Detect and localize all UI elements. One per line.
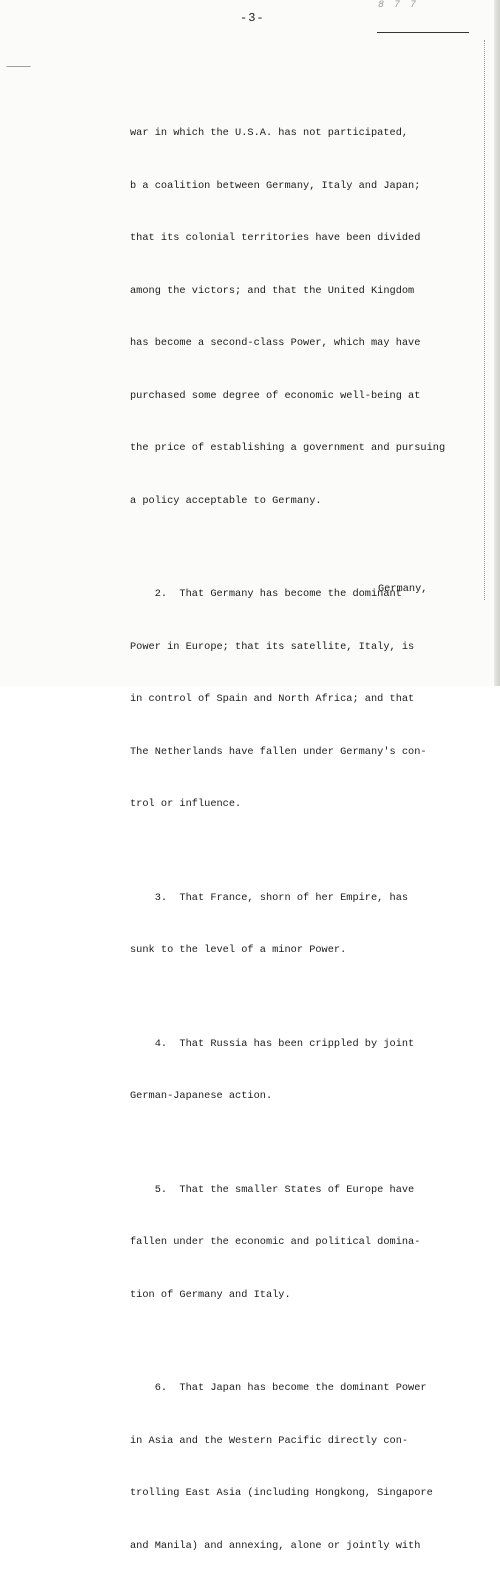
text-line: German-Japanese action. bbox=[130, 1090, 273, 1102]
margin-mark: ⸻ bbox=[6, 62, 31, 73]
text-line: 5. That the smaller States of Europe have bbox=[130, 1183, 415, 1196]
corner-archive-mark: 8 7 7 bbox=[378, 0, 419, 11]
text-line: war in which the U.S.A. has not participated, bbox=[130, 127, 409, 139]
right-edge-dotted-line bbox=[484, 40, 486, 600]
text-line: in Asia and the Western Pacific directly con- bbox=[130, 1434, 409, 1447]
text-line: that its colonial territories have been divided bbox=[130, 232, 421, 244]
text-line: b a coalition between Germany, Italy and Japan; bbox=[130, 179, 421, 192]
catchword: Germany, bbox=[378, 583, 428, 595]
text-line: purchased some degree of economic well-being at bbox=[130, 389, 421, 402]
page-number: -3- bbox=[240, 11, 265, 25]
text-line: sunk to the level of a minor Power. bbox=[130, 944, 347, 956]
text-line: trolling East Asia (including Hongkong, Singapore bbox=[130, 1487, 433, 1499]
header-rule bbox=[377, 32, 469, 33]
text-line: has become a second-class Power, which may have bbox=[130, 337, 421, 349]
text-line: 3. That France, shorn of her Empire, has bbox=[130, 891, 409, 904]
text-line: Power in Europe; that its satellite, Italy, is bbox=[130, 640, 415, 653]
text-line: The Netherlands have fallen under Germany's con- bbox=[130, 745, 427, 758]
text-line: and Manila) and annexing, alone or jointly with bbox=[130, 1539, 421, 1552]
text-line: 2. That Germany has become the dominant bbox=[130, 588, 402, 600]
body-text bbox=[130, 90, 455, 1590]
text-line: in control of Spain and North Africa; and that bbox=[130, 693, 415, 705]
text-line: trol or influence. bbox=[130, 798, 242, 810]
text-line: fallen under the economic and political domina- bbox=[130, 1236, 421, 1248]
text-line: 4. That Russia has been crippled by joint bbox=[130, 1037, 415, 1050]
text-line: 6. That Japan has become the dominant Power bbox=[130, 1382, 427, 1394]
text-line: tion of Germany and Italy. bbox=[130, 1288, 291, 1301]
text-line: among the victors; and that the United Kingdom bbox=[130, 284, 415, 297]
text-line: the price of establishing a government and pursuing bbox=[130, 442, 446, 454]
text-line: a policy acceptable to Germany. bbox=[130, 494, 322, 507]
page-edge-shadow bbox=[494, 0, 500, 686]
